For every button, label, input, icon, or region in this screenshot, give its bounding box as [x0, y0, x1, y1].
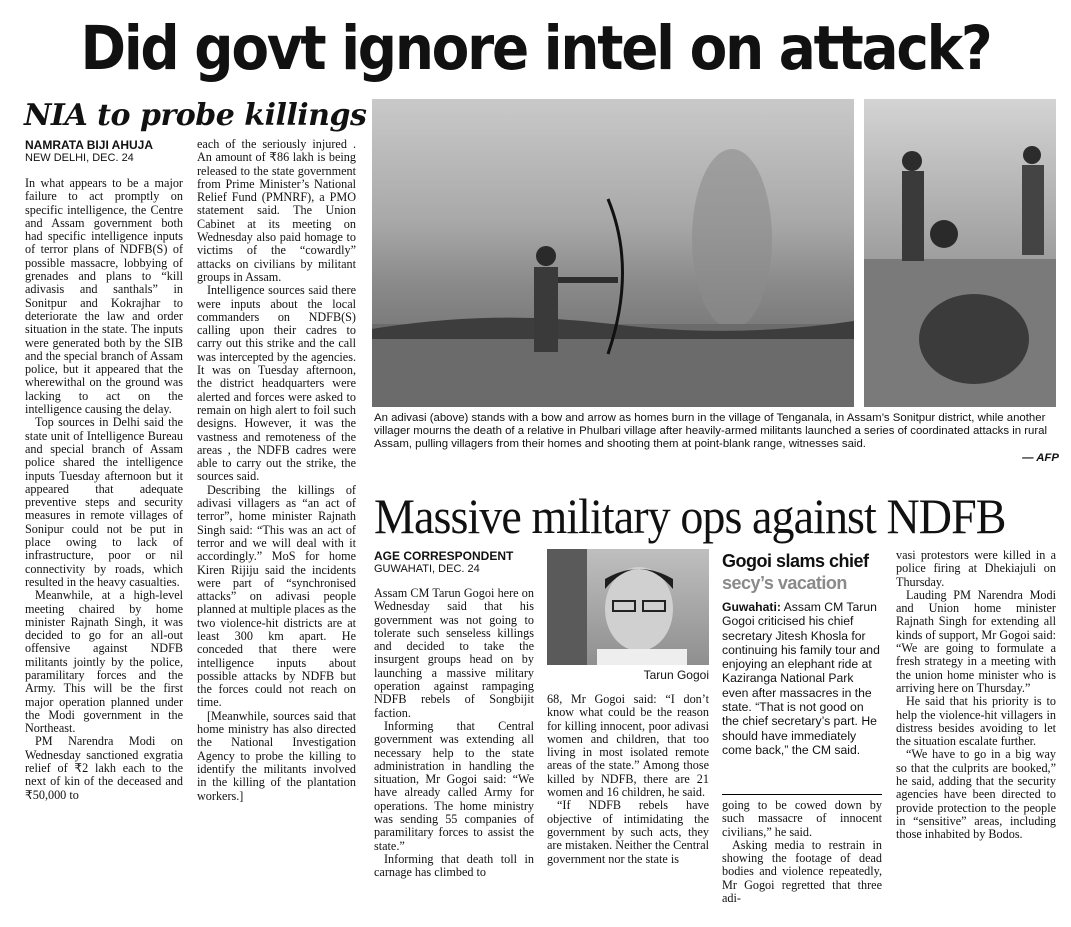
gogoi-photo-label: Tarun Gogoi — [643, 668, 709, 682]
archer-photo — [372, 99, 854, 407]
sidebar-box — [722, 550, 882, 790]
main-headline: Did govt ignore intel on attack? — [80, 13, 991, 84]
gogoi-photo — [547, 549, 709, 665]
story2-byline: AGE CORRESPONDENT — [374, 549, 514, 563]
photo-caption — [374, 412, 1059, 465]
story1-col1-para: Top sources in Delhi said the state unit of Intelligence Bureau and special branch of Assam police shared the intelligence inputs Tuesday afternoon but it appeared that adequate preventive steps and security measures in remote villages of Sonipur could not be put in place owing to lack of infrastructure, poor or nil connectivity by roads, which resulted in the heavy casualties. — [25, 415, 183, 589]
story1-col1-para: PM Narendra Modi on Wednesday sanctioned exgratia relief of ₹2 lakh each to the next of kin of the deceased and ₹50,000 to — [25, 734, 183, 802]
story1-col2-para: each of the seriously injured . An amount of ₹86 lakh is being released to the state government from Prime Minister’s National Relief Fund (PMNRF), a PMO statement said. The Union Cabinet at its meeting on Wednesday also paid homage to victims of the “cowardly” attacks on civilians by militant groups in Assam. — [197, 138, 356, 284]
story2-col4-para: “We have to go in a big way so that the culprits are booked,” he said, adding that the security agencies have been directed to provide protection to the people in “sensitive” areas, including those inhabited by Bodos. — [896, 747, 1056, 842]
sidebar-lead: Guwahati: — [722, 600, 781, 614]
story1-column-2 — [197, 138, 356, 908]
story2-col4-para: He said that his priority is to help the violence-hit villagers in distress besides avoiding to let the situation escalate further. — [896, 694, 1056, 749]
story2-headline: Massive military ops against NDFB — [374, 488, 1006, 544]
story1-subhead: NIA to probe killings — [24, 98, 367, 133]
sidebar-title-line2: secy’s vacation — [722, 573, 847, 593]
sidebar-body — [722, 600, 882, 757]
story2-col3-para: going to be cowed down by such massacre of innocent civilians,” he said. — [722, 799, 882, 839]
sidebar-title-line1: Gogoi slams chief — [722, 551, 869, 571]
story1-column-1 — [25, 177, 183, 907]
story2-col1-para: Informing that Central government was extending all necessary help to the state administration in handling the situation, Mr Gogoi said: “We have already called Army for operations. The home ministry was sending 55 companies of paramilitary forces to assist the state.” — [374, 718, 534, 853]
mourner-photo — [864, 99, 1056, 407]
story1-col1-para: Meanwhile, at a high-level meeting chaired by home minister Rajnath Singh, it was decided to go for an all-out offensive against NDFB militants jointly by the police, paramilitary forces and the Army. This will be the first major operation planned under the Modi government in the Northeast. — [25, 588, 183, 736]
story2-col1-para: Assam CM Tarun Gogoi here on Wednesday said that his government was not going to tolerate such senseless killings and decided to take the insurgent groups head on by launching a massive military operation against rampaging NDFB rebels of Songbijit faction. — [374, 587, 534, 720]
story2-col2-para: “If NDFB rebels have objective of intimidating the government by such acts, they are mistaken. Neither the Central government nor the state is — [547, 798, 709, 866]
story1-col2-para: [Meanwhile, sources said that home ministry has also directed the National Investigation Agency to probe the killing to identify the militants involved in the killing of the plantation workers.] — [197, 708, 356, 803]
story1-dateline: NEW DELHI, DEC. 24 — [25, 152, 134, 164]
story1-col1-para: In what appears to be a major failure to act promptly on specific intelligence, the Centre and Assam government both had specific intelligence inputs of terror plans of NDFB(S) of possible massacre, lobbying of grenades and plans to “kill adivasis and santhals” in Sonitpur and Kokrajhar to deteriorate the law and order situation in the state. The inputs were generated both by the SIB and the special branch of Assam police, but it appeared that the wherewithal on the ground was lacking to act on the intelligence causing the delay. — [25, 177, 183, 417]
story2-col4-para: vasi protestors were killed in a police firing at Dhekiajuli on Thursday. — [896, 549, 1056, 589]
story1-col2-para: Intelligence sources said there were inputs about the local commanders on NDFB(S) calling upon their cadres to carry out this strike and the call was intercepted by the agencies. It was on Tuesday afternoon, the district headquarters were alerted and forces were asked to remain on high alert to foil such designs. However, it was the vastness and remoteness of the areas , the NDFB cadres were able to carry out the strike, the sources said. — [197, 283, 356, 484]
story2-col1-para: Informing that death toll in carnage has climbed to — [374, 851, 534, 880]
story2-column-1 — [374, 587, 534, 909]
story1-col2-para: Describing the killings of adivasi villagers as “an act of terror”, home minister Rajnath Singh said: “This was an act of terror and we will deal with it accordingly.” MoS for home Kiren Rijiju said the incidents were part of “synchronised attacks” on adivasi people planned at multiple places as the two violence-hit districts are at least 300 km apart. He conceded that there were intelligence inputs about possible attacks by NDFB but the forces could not reach on time. — [197, 482, 356, 710]
story2-dateline: GUWAHATI, DEC. 24 — [374, 563, 480, 575]
story2-col3-para: Asking media to restrain in showing the footage of dead bodies and violence repeatedly, Mr Gogoi regretted that three adi- — [722, 837, 882, 906]
sidebar-divider — [722, 794, 882, 795]
story2-column-3 — [722, 799, 882, 909]
gogoi-photo-figure — [547, 549, 709, 665]
photo-caption-text: An adivasi (above) stands with a bow and arrow as homes burn in the village of Tenganala, in Assam’s Sonitpur district, while another villager mourns the death of a relative in Phulbari village after heavily-armed militants launched a series of coordinated attacks in rural Assam, pulling villagers from their homes and shooting them at point-blank range, witnesses said. — [374, 412, 1048, 451]
archer-photo-figure — [372, 99, 854, 407]
story1-byline: NAMRATA BIJI AHUJA — [25, 138, 153, 152]
story2-col2-para: 68, Mr Gogoi said: “I don’t know what could be the reason for killing innocent, poor adivasi women and children, that too living in most isolated remote areas of the state.” Among those killed by NDFB, there are 21 women and 16 children, he said. — [547, 693, 709, 800]
photo-credit: — AFP — [1022, 451, 1059, 464]
story2-col4-para: Lauding PM Narendra Modi and Union home minister Rajnath Singh for extending all kinds of support, Mr Gogoi said: “We are going to formulate a fresh strategy in a meeting with the union home minister who is arriving here on Thursday.” — [896, 587, 1056, 695]
story2-column-2 — [547, 693, 709, 909]
mourner-photo-figure — [864, 99, 1056, 407]
story2-column-4 — [896, 549, 1056, 909]
sidebar-text: Assam CM Tarun Gogoi criticised his chief secretary Jitesh Khosla for continuing his family tour and enjoying an elephant ride at Kaziranga National Park even after massacres in the state. “That is not good on the chief secretary’s part. He should have immediately come back,” the CM said. — [722, 600, 880, 757]
